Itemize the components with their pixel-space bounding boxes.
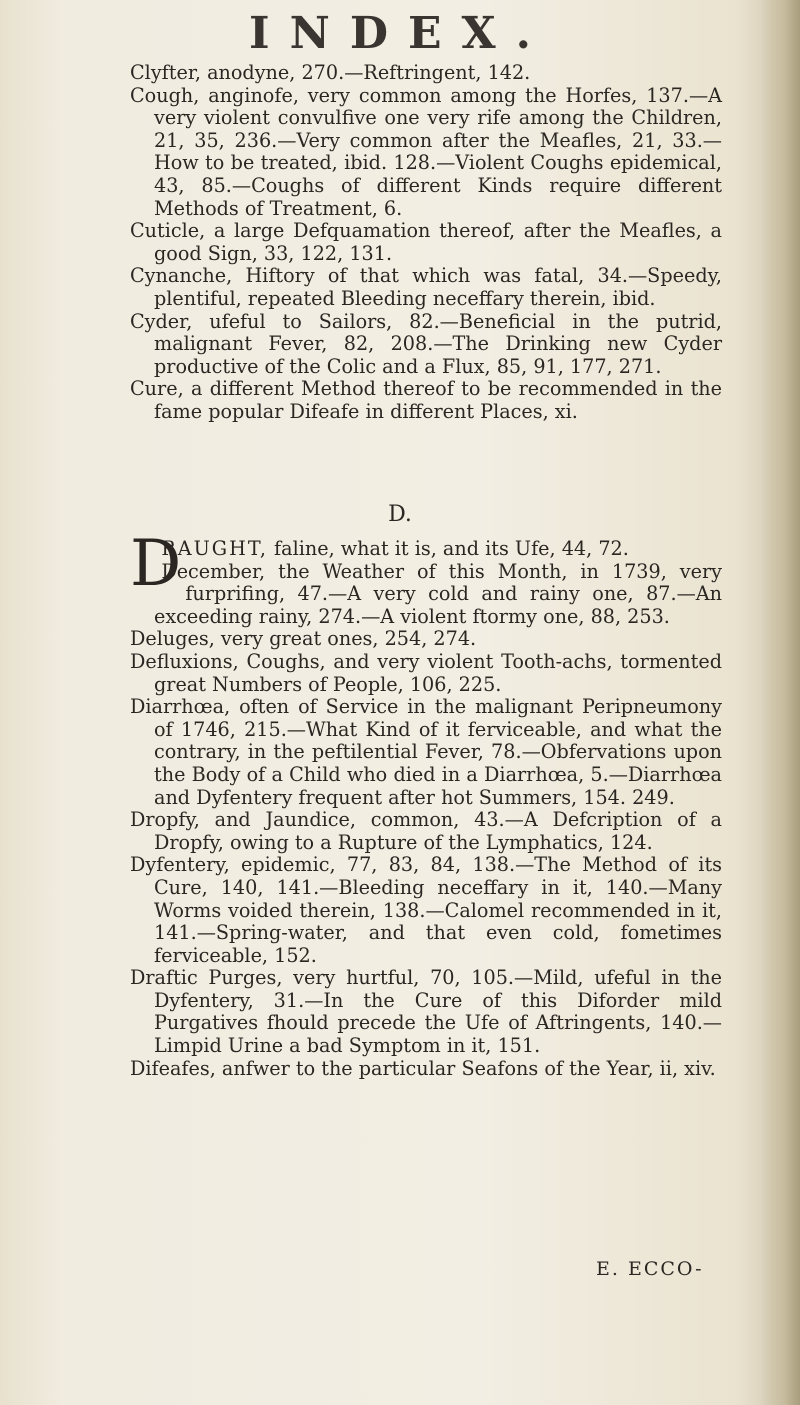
index-entry: Cure, a different Method thereof to be recommended in the fame popular Difeafe in different Places, xi. xyxy=(130,377,722,423)
entry-text: faline, what it is, and its Ufe, 44, 72. xyxy=(267,537,629,560)
section-d-entries xyxy=(130,527,722,1080)
index-entry: Dyfentery, epidemic, 77, 83, 84, 138.—The Method of its Cure, 140, 141.—Bleeding neceffary in it, 140.—Many Worms voided therein, 138.—Calomel recommended in it, 141.—Spring-water, and that even cold, fometimes ferviceable, 152. xyxy=(130,853,722,967)
index-entry: Defluxions, Coughs, and very violent Tooth-achs, tormented great Numbers of People, 106, 225. xyxy=(130,649,722,696)
index-entry: Draftic Purges, very hurtful, 70, 105.—Mild, ufeful in the Dyfentery, 31.—In the Cure of this Diforder mild Purgatives fhould precede the Ufe of Aftringents, 140.—Limpid Urine a bad Symptom in it, 151. xyxy=(130,966,722,1058)
index-entry: Cynanche, Hiftory of that which was fatal, 34.—Speedy, plentiful, repeated Bleeding neceffary therein, ibid. xyxy=(130,264,722,310)
drop-cap: D xyxy=(130,527,182,601)
page-edge-shadow xyxy=(760,0,800,1405)
page-header: INDEX. xyxy=(249,8,551,59)
section-c-entries xyxy=(130,62,722,424)
index-entry: Dropfy, and Jaundice, common, 43.—A Defcription of a Dropfy, owing to a Rupture of the Lymphatics, 124. xyxy=(130,808,722,854)
index-entry: Cyder, ufeful to Sailors, 82.—Beneficial in the putrid, malignant Fever, 82, 208.—The Drinking new Cyder productive of the Colic and a Flux, 85, 91, 177, 271. xyxy=(130,309,722,378)
index-entry: December, the Weather of this Month, in 1739, very furprifing, 47.—A very cold and rainy one, 87.—An exceeding rainy, 274.—A violent ftormy one, 88, 253. xyxy=(154,559,722,628)
index-entry: Diarrhœa, often of Service in the malignant Peripneumony of 1746, 215.—What Kind of it ferviceable, and what the contrary, in the peftilential Fever, 78.—Obfervations upon the Body of a Child who died in a Diarrhœa, 5.—Diarrhœa and Dyfentery frequent after hot Summers, 154. 249. xyxy=(130,695,722,809)
index-entry: Cuticle, a large Defquamation thereof, after the Meafles, a good Sign, 33, 122, 131. xyxy=(130,219,722,265)
index-entry: Cough, anginofe, very common among the Horfes, 137.—A very violent convulfive one very rife among the Children, 21, 35, 236.—Very common after the Meafles, 21, 33.—How to be treated, ibid. 128.—Violent Coughs epidemical, 43, 85.—Coughs of different Kinds require different Methods of Treatment, 6. xyxy=(130,83,722,220)
section-letter: D. xyxy=(388,502,412,527)
catchword: E. ECCO- xyxy=(596,1258,704,1280)
index-entry: Difeafes, anfwer to the particular Seafons of the Year, ii, xiv. xyxy=(130,1056,716,1080)
entry-head: RAUGHT, xyxy=(161,537,268,560)
index-entry: Deluges, very great ones, 254, 274. xyxy=(130,627,477,651)
index-entry: Clyfter, anodyne, 270.—Reftringent, 142. xyxy=(130,61,531,84)
